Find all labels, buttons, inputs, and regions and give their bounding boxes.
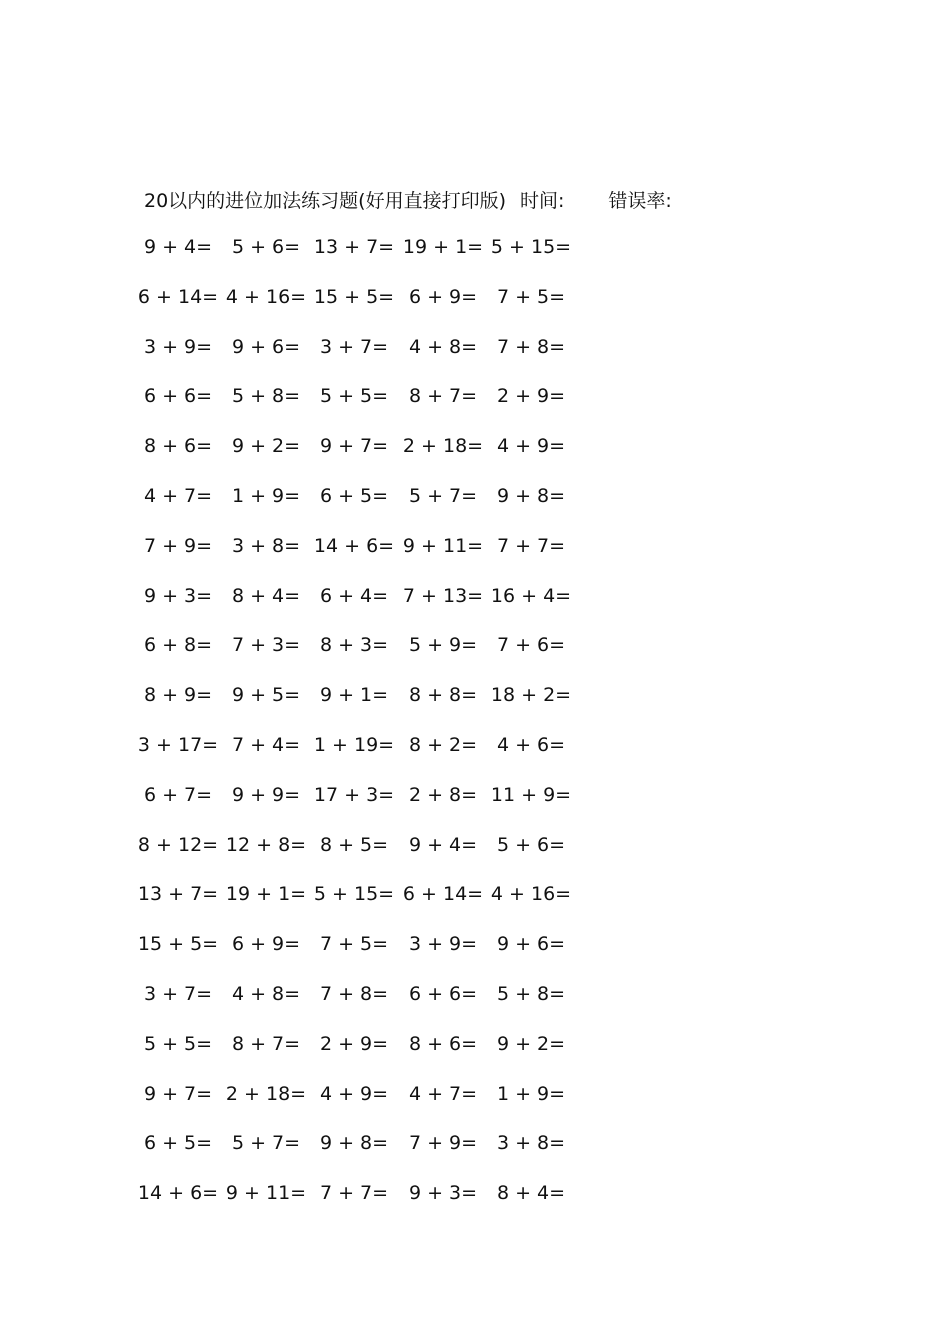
addition-problem: 9 + 4= [408, 833, 478, 856]
addition-problem: 7 + 8= [496, 335, 566, 358]
addition-problem: 4 + 9= [319, 1082, 389, 1105]
addition-problem: 5 + 6= [496, 833, 566, 856]
addition-problem: 4 + 16= [490, 883, 572, 906]
addition-problem: 5 + 9= [408, 634, 478, 657]
addition-problem: 12 + 8= [225, 833, 307, 856]
problem-row [137, 285, 604, 336]
addition-problem: 7 + 7= [496, 534, 566, 557]
addition-problem: 8 + 5= [319, 833, 389, 856]
addition-problem: 1 + 9= [496, 1082, 566, 1105]
addition-problem: 9 + 6= [496, 933, 566, 956]
addition-problem: 7 + 6= [496, 634, 566, 657]
addition-problem: 8 + 9= [143, 684, 213, 707]
addition-problem: 3 + 9= [143, 335, 213, 358]
addition-problem: 8 + 12= [137, 833, 219, 856]
addition-problem: 16 + 4= [490, 584, 572, 607]
addition-problem: 8 + 4= [231, 584, 301, 607]
addition-problem: 8 + 6= [408, 1032, 478, 1055]
addition-problem: 1 + 19= [313, 733, 395, 756]
addition-problem: 7 + 5= [496, 285, 566, 308]
addition-problem: 8 + 4= [496, 1182, 566, 1205]
problem-row [144, 784, 604, 834]
addition-problem: 19 + 1= [225, 883, 307, 906]
problem-row [137, 833, 604, 884]
addition-problem: 1 + 9= [231, 484, 301, 507]
problem-row [144, 535, 604, 585]
worksheet-header [144, 186, 672, 213]
addition-problem: 9 + 2= [496, 1032, 566, 1055]
addition-problem: 9 + 4= [143, 236, 213, 258]
problem-row [144, 435, 604, 485]
addition-problem: 8 + 7= [408, 385, 478, 408]
addition-problem: 4 + 6= [496, 733, 566, 756]
addition-problem: 18 + 2= [490, 684, 572, 707]
problem-row [137, 733, 604, 784]
addition-problem: 3 + 7= [143, 982, 213, 1005]
addition-problem: 7 + 9= [408, 1132, 478, 1155]
addition-problem: 3 + 9= [408, 933, 478, 956]
problem-row [144, 1132, 604, 1182]
error-rate-label: 错误率: [608, 190, 672, 212]
addition-problem: 6 + 5= [143, 1132, 213, 1155]
addition-problem: 5 + 8= [231, 385, 301, 408]
addition-problem: 9 + 3= [143, 584, 213, 607]
addition-problem: 3 + 7= [319, 335, 389, 358]
addition-problem: 2 + 9= [319, 1032, 389, 1055]
addition-problem: 7 + 3= [231, 634, 301, 657]
addition-problem: 5 + 5= [143, 1032, 213, 1055]
addition-problem: 6 + 8= [143, 634, 213, 657]
addition-problem: 17 + 3= [313, 783, 395, 806]
worksheet-title: 20以内的进位加法练习题(好用直接打印版) [144, 190, 507, 212]
addition-problem: 19 + 1= [402, 236, 484, 258]
problem-row [144, 1083, 604, 1133]
addition-problem: 8 + 8= [408, 684, 478, 707]
addition-problem: 9 + 11= [225, 1182, 307, 1205]
addition-problem: 5 + 7= [408, 484, 478, 507]
addition-problem: 4 + 9= [496, 435, 566, 458]
addition-problem: 9 + 3= [408, 1182, 478, 1205]
addition-problem: 8 + 2= [408, 733, 478, 756]
addition-problem: 4 + 8= [231, 982, 301, 1005]
addition-problem: 9 + 5= [231, 684, 301, 707]
addition-problem: 6 + 14= [402, 883, 484, 906]
addition-problem: 6 + 14= [137, 285, 219, 308]
addition-problem: 8 + 3= [319, 634, 389, 657]
addition-problem: 6 + 9= [408, 285, 478, 308]
addition-problem: 9 + 6= [231, 335, 301, 358]
addition-problem: 9 + 1= [319, 684, 389, 707]
addition-problem: 4 + 7= [408, 1082, 478, 1105]
addition-problem: 13 + 7= [137, 883, 219, 906]
addition-problem: 9 + 11= [402, 534, 484, 557]
problem-row [144, 236, 604, 286]
addition-problem: 5 + 5= [319, 385, 389, 408]
problem-row [144, 983, 604, 1033]
problem-row [137, 1182, 604, 1232]
addition-problem: 2 + 9= [496, 385, 566, 408]
addition-problem: 11 + 9= [490, 783, 572, 806]
addition-problem: 15 + 5= [137, 933, 219, 956]
addition-problem: 4 + 8= [408, 335, 478, 358]
addition-problem: 5 + 7= [231, 1132, 301, 1155]
problem-row [137, 883, 604, 933]
addition-problem: 6 + 6= [408, 982, 478, 1005]
addition-problem: 6 + 9= [231, 933, 301, 956]
addition-problem: 5 + 15= [490, 236, 572, 258]
addition-problem: 7 + 13= [402, 584, 484, 607]
addition-problem: 9 + 7= [143, 1082, 213, 1105]
problem-row [144, 336, 604, 386]
problem-row [137, 933, 604, 983]
addition-problem: 7 + 9= [143, 534, 213, 557]
addition-problem: 3 + 8= [231, 534, 301, 557]
time-label: 时间: [520, 190, 565, 212]
addition-problem: 4 + 7= [143, 484, 213, 507]
addition-problem: 14 + 6= [137, 1182, 219, 1205]
addition-problem: 3 + 17= [137, 733, 219, 756]
problem-row [144, 634, 604, 684]
addition-problem: 9 + 9= [231, 783, 301, 806]
addition-problem: 14 + 6= [313, 534, 395, 557]
addition-problem: 9 + 8= [319, 1132, 389, 1155]
addition-problem: 6 + 6= [143, 385, 213, 408]
addition-problem: 3 + 8= [496, 1132, 566, 1155]
addition-problem: 6 + 5= [319, 484, 389, 507]
addition-problem: 8 + 7= [231, 1032, 301, 1055]
addition-problem: 5 + 8= [496, 982, 566, 1005]
problem-grid [137, 236, 604, 1232]
addition-problem: 9 + 2= [231, 435, 301, 458]
addition-problem: 7 + 7= [319, 1182, 389, 1205]
addition-problem: 13 + 7= [313, 236, 395, 258]
addition-problem: 9 + 7= [319, 435, 389, 458]
addition-problem: 15 + 5= [313, 285, 395, 308]
addition-problem: 2 + 18= [225, 1082, 307, 1105]
addition-problem: 4 + 16= [225, 285, 307, 308]
problem-row [144, 1033, 604, 1083]
problem-row [144, 684, 604, 734]
problem-row [144, 485, 604, 535]
addition-problem: 7 + 8= [319, 982, 389, 1005]
addition-problem: 5 + 15= [313, 883, 395, 906]
problem-row [144, 385, 604, 435]
addition-problem: 7 + 4= [231, 733, 301, 756]
problem-row [144, 585, 604, 635]
addition-problem: 2 + 8= [408, 783, 478, 806]
addition-problem: 2 + 18= [402, 435, 484, 458]
addition-problem: 7 + 5= [319, 933, 389, 956]
addition-problem: 6 + 4= [319, 584, 389, 607]
addition-problem: 6 + 7= [143, 783, 213, 806]
addition-problem: 5 + 6= [231, 236, 301, 258]
addition-problem: 9 + 8= [496, 484, 566, 507]
addition-problem: 8 + 6= [143, 435, 213, 458]
